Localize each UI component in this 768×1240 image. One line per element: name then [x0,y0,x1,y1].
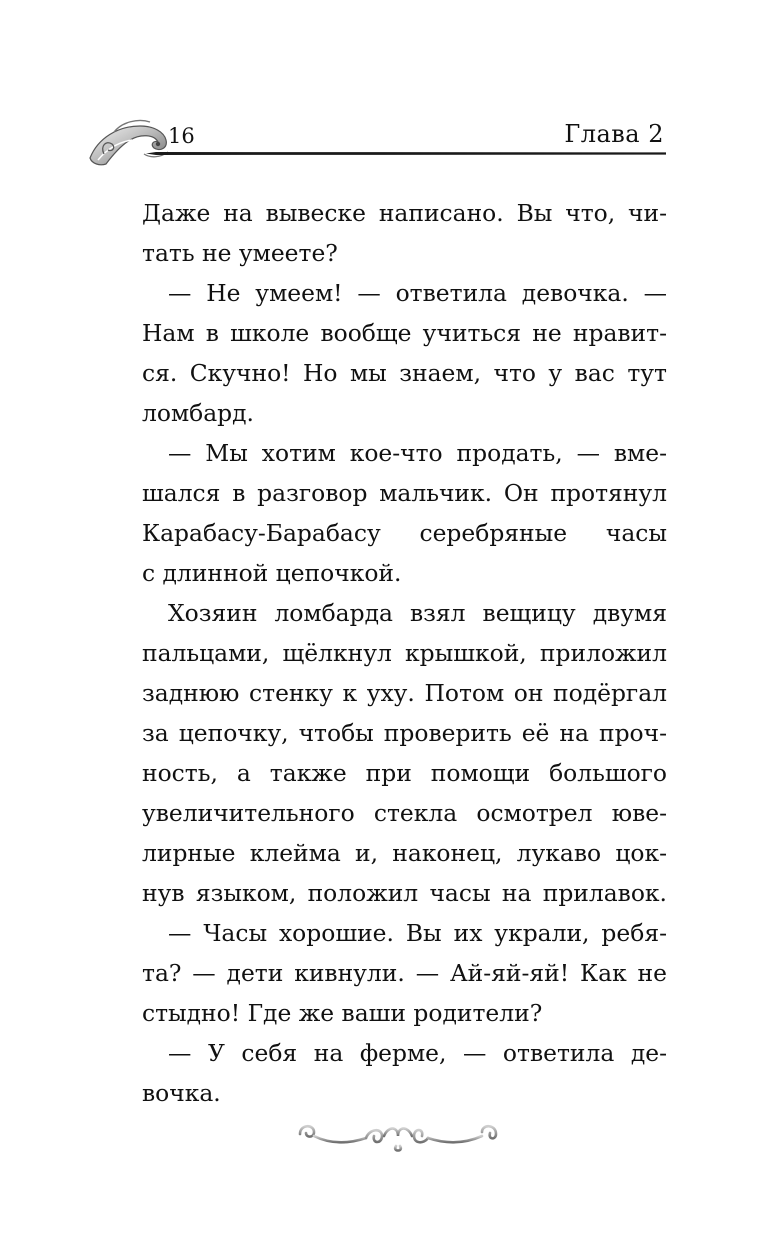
chapter-title: Глава 2 [564,120,664,148]
text-line: ломбард. [142,399,254,427]
text-line: нув языком, положил часы на прилавок. [142,879,667,907]
flourish-divider-icon [296,1114,500,1158]
text-line: за цепочку, чтобы проверить её на проч- [142,719,667,747]
body-text [142,193,667,1113]
header-rule [146,152,666,155]
text-line: стыдно! Где же ваши родители? [142,999,543,1027]
page-header [0,96,768,176]
page-number: 16 [168,124,195,148]
text-line: с длинной цепочкой. [142,559,402,587]
text-line: Нам в школе вообще учиться не нравит- [142,319,667,347]
curl-ornament-icon [84,114,174,168]
text-line: та? — дети кивнули. — Ай-яй-яй! Как не [142,959,667,987]
text-line: — У себя на ферме, — ответила де- [168,1039,667,1067]
text-line: лирные клейма и, наконец, лукаво цок- [142,839,667,867]
text-line: Хозяин ломбарда взял вещицу двумя [168,599,667,627]
text-line: Даже на вывеске написано. Вы что, чи- [142,199,667,227]
text-line: пальцами, щёлкнул крышкой, приложил [142,639,667,667]
text-line: заднюю стенку к уху. Потом он подёргал [142,679,667,707]
text-line: тать не умеете? [142,239,338,267]
text-line: — Не умеем! — ответила девочка. — [168,279,667,307]
text-line: ся. Скучно! Но мы знаем, что у вас тут [142,359,667,387]
text-line: увеличительного стекла осмотрел юве- [142,799,667,827]
text-line: — Часы хорошие. Вы их украли, ребя- [168,919,667,947]
text-line: Карабасу-Барабасу серебряные часы [142,519,667,547]
text-line: шался в разговор мальчик. Он протянул [142,479,667,507]
text-line: — Мы хотим кое-что продать, — вме- [168,439,667,467]
text-line: вочка. [142,1079,221,1107]
text-line: ность, а также при помощи большого [142,759,667,787]
